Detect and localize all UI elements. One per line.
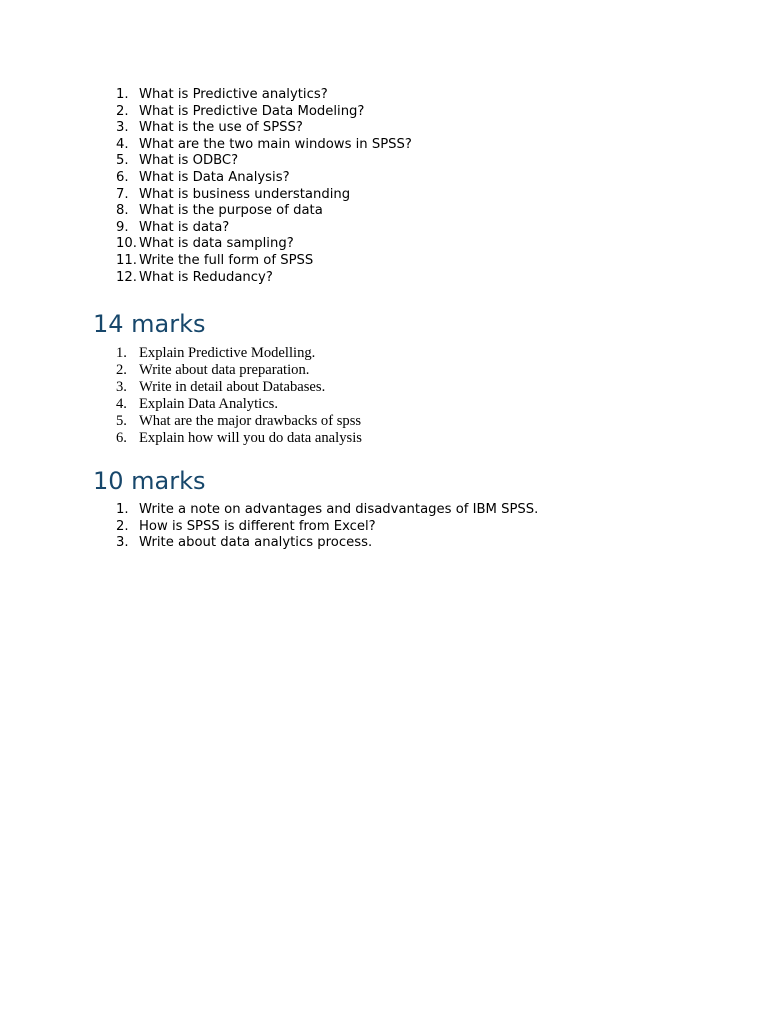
list-item bbox=[116, 396, 362, 413]
item-text: What is data sampling? bbox=[139, 236, 294, 252]
item-number: 2. bbox=[116, 103, 129, 119]
item-number: 1. bbox=[116, 87, 129, 102]
list-item bbox=[116, 120, 412, 137]
item-number: 9. bbox=[116, 219, 129, 235]
list-item bbox=[116, 535, 538, 552]
item-number: 5. bbox=[116, 153, 129, 169]
item-text: What is Redudancy? bbox=[139, 269, 273, 285]
item-number: 3. bbox=[116, 535, 129, 551]
item-text: What are the major drawbacks of spss bbox=[139, 412, 362, 429]
list-item bbox=[116, 519, 538, 536]
list-item bbox=[116, 502, 538, 519]
item-text: What are the two main windows in SPSS? bbox=[139, 136, 412, 152]
item-number: 4. bbox=[116, 395, 127, 412]
item-number: 3. bbox=[116, 120, 129, 136]
list-item bbox=[116, 413, 362, 430]
section-heading-10-marks: 10 marks bbox=[93, 467, 206, 495]
section-heading-14-marks: 14 marks bbox=[93, 310, 206, 338]
list-item bbox=[116, 379, 362, 396]
list-item bbox=[116, 187, 412, 204]
list-item bbox=[116, 430, 362, 447]
item-text: What is Predictive analytics? bbox=[139, 87, 328, 102]
item-number: 4. bbox=[116, 136, 129, 152]
item-number: 8. bbox=[116, 203, 129, 219]
list-item bbox=[116, 87, 412, 104]
item-text: What is the purpose of data bbox=[139, 203, 323, 219]
item-text: Write in detail about Databases. bbox=[139, 378, 326, 395]
item-number: 12. bbox=[116, 269, 137, 285]
item-text: What is business understanding bbox=[139, 186, 351, 202]
list-item bbox=[116, 203, 412, 220]
item-number: 7. bbox=[116, 186, 129, 202]
item-number: 6. bbox=[116, 169, 129, 185]
item-number: 6. bbox=[116, 429, 127, 446]
list-item bbox=[116, 270, 412, 287]
list-item bbox=[116, 153, 412, 170]
list-item bbox=[116, 253, 412, 270]
item-text: What is data? bbox=[139, 219, 230, 235]
item-text: Explain how will you do data analysis bbox=[139, 429, 362, 446]
item-number: 3. bbox=[116, 378, 127, 395]
item-text: Explain Predictive Modelling. bbox=[139, 345, 316, 361]
item-number: 5. bbox=[116, 412, 127, 429]
item-text: Write about data preparation. bbox=[139, 361, 310, 378]
item-text: Write about data analytics process. bbox=[139, 535, 373, 551]
item-text: What is Data Analysis? bbox=[139, 169, 290, 185]
list-item bbox=[116, 345, 362, 362]
item-text: What is ODBC? bbox=[139, 153, 239, 169]
list-item bbox=[116, 362, 362, 379]
item-text: What is the use of SPSS? bbox=[139, 120, 303, 136]
item-text: Write the full form of SPSS bbox=[139, 252, 314, 268]
item-number: 2. bbox=[116, 518, 129, 534]
list-item bbox=[116, 220, 412, 237]
item-text: Explain Data Analytics. bbox=[139, 395, 279, 412]
item-number: 1. bbox=[116, 345, 127, 361]
list-item bbox=[116, 236, 412, 253]
ten-marks-list bbox=[116, 502, 538, 552]
list-item bbox=[116, 104, 412, 121]
fourteen-marks-list bbox=[116, 345, 362, 446]
item-text: What is Predictive Data Modeling? bbox=[139, 103, 365, 119]
short-questions-list bbox=[116, 87, 412, 286]
list-item bbox=[116, 137, 412, 154]
item-number: 1. bbox=[116, 502, 129, 517]
item-number: 10. bbox=[116, 236, 137, 252]
item-text: How is SPSS is different from Excel? bbox=[139, 518, 376, 534]
item-number: 2. bbox=[116, 361, 127, 378]
item-text: Write a note on advantages and disadvantages of IBM SPSS. bbox=[139, 502, 539, 517]
list-item bbox=[116, 170, 412, 187]
item-number: 11. bbox=[116, 252, 137, 268]
